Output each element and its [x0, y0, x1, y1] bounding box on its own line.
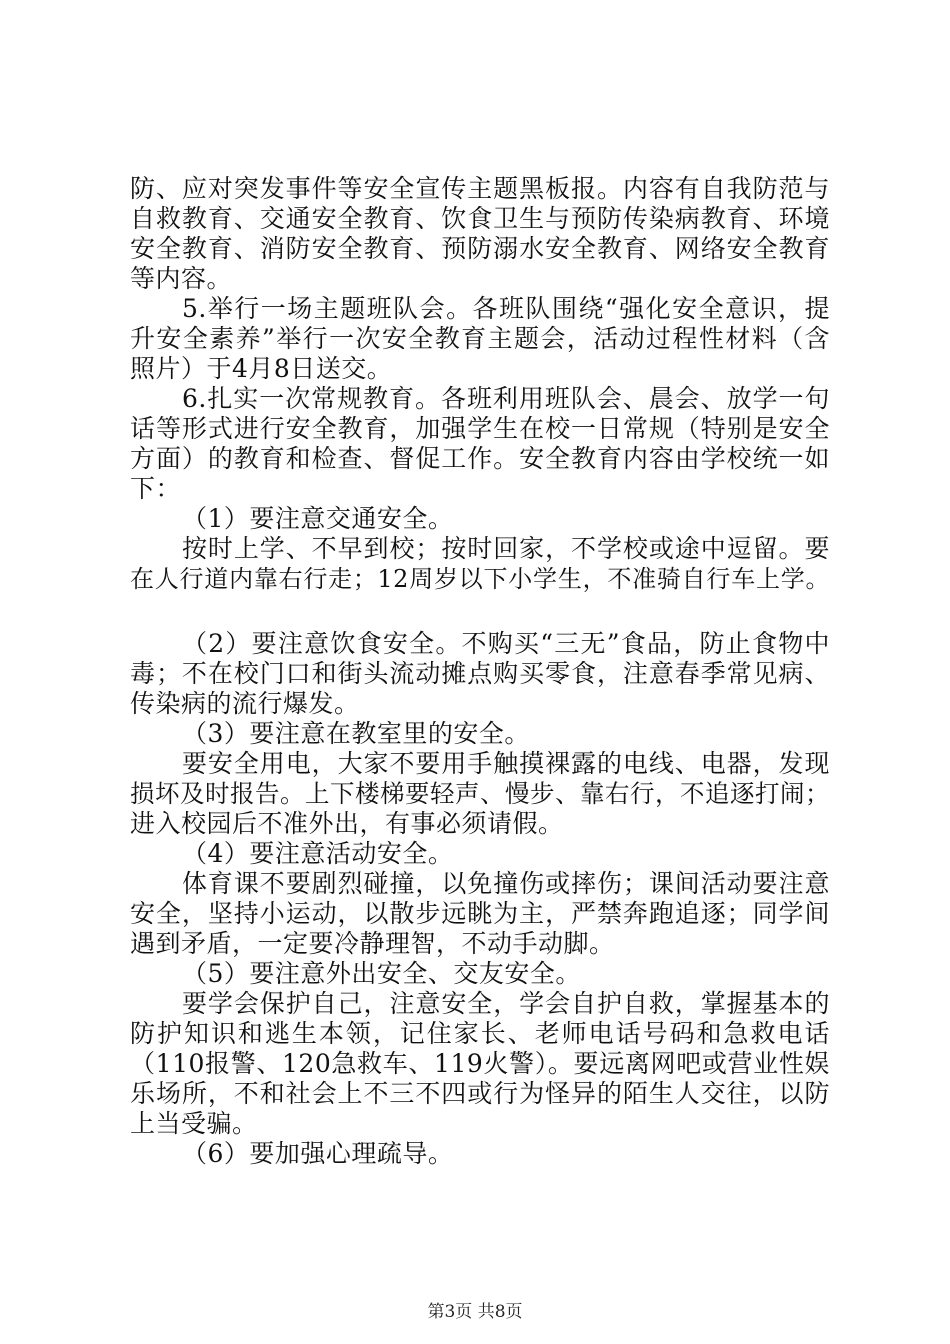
text-line: 乐场所，不和社会上不三不四或行为怪异的陌生人交往，以防	[130, 1079, 830, 1108]
text-line: 等内容。	[130, 264, 233, 293]
text-line: （3）要注意在教室里的安全。	[182, 719, 530, 748]
text-line: 升安全素养”举行一次安全教育主题会，活动过程性材料（含	[130, 324, 830, 353]
text-line: （110报警、120急救车、119火警）。要远离网吧或营业性娱	[130, 1049, 830, 1078]
text-line: 体育课不要剧烈碰撞，以免撞伤或摔伤；课间活动要注意	[182, 869, 830, 898]
text-line: 防、应对突发事件等安全宣传主题黑板报。内容有自我防范与	[130, 174, 830, 203]
text-line: （5）要注意外出安全、交友安全。	[182, 959, 581, 988]
text-line: 上当受骗。	[130, 1109, 258, 1138]
text-line: （2）要注意饮食安全。不购买“三无”食品，防止食物中	[182, 629, 830, 658]
text-line: 照片）于4月8日送交。	[130, 354, 393, 383]
text-line: 6.扎实一次常规教育。各班利用班队会、晨会、放学一句	[182, 384, 830, 413]
text-line: 在人行道内靠右行走；12周岁以下小学生，不准骑自行车上学。	[130, 565, 830, 593]
text-line: 要学会保护自己，注意安全，学会自护自救，掌握基本的	[182, 989, 830, 1018]
text-line: 安全教育、消防安全教育、预防溺水安全教育、网络安全教育	[130, 234, 830, 263]
text-line: （4）要注意活动安全。	[182, 839, 454, 868]
text-line: 要安全用电，大家不要用手触摸裸露的电线、电器，发现	[182, 749, 830, 778]
text-line: 进入校园后不准外出，有事必须请假。	[130, 809, 564, 838]
page-number: 第3页 共8页	[427, 1302, 523, 1322]
text-line: 自救教育、交通安全教育、饮食卫生与预防传染病教育、环境	[130, 204, 830, 233]
text-line: 遇到矛盾，一定要冷静理智，不动手动脚。	[130, 929, 615, 958]
text-line: 话等形式进行安全教育，加强学生在校一日常规（特别是安全	[130, 414, 830, 443]
text-line: 防护知识和逃生本领，记住家长、老师电话号码和急救电话	[130, 1019, 830, 1048]
text-line: 传染病的流行爆发。	[130, 689, 360, 718]
text-line: 按时上学、不早到校；按时回家，不学校或途中逗留。要	[182, 534, 830, 563]
text-line: 方面）的教育和检查、督促工作。安全教育内容由学校统一如	[130, 444, 830, 473]
text-line: 安全，坚持小运动，以散步远眺为主，严禁奔跑追逐；同学间	[130, 899, 830, 928]
text-line: 5.举行一场主题班队会。各班队围绕“强化安全意识，提	[182, 294, 830, 323]
text-line: 损坏及时报告。上下楼梯要轻声、慢步、靠右行，不追逐打闹；	[130, 779, 830, 808]
paragraph-gap	[130, 594, 830, 629]
document-body	[130, 174, 830, 1169]
text-line: 下：	[130, 474, 182, 503]
text-line: （1）要注意交通安全。	[182, 504, 454, 533]
text-line: 毒；不在校门口和街头流动摊点购买零食，注意春季常见病、	[130, 659, 830, 688]
text-line: （6）要加强心理疏导。	[182, 1139, 454, 1168]
